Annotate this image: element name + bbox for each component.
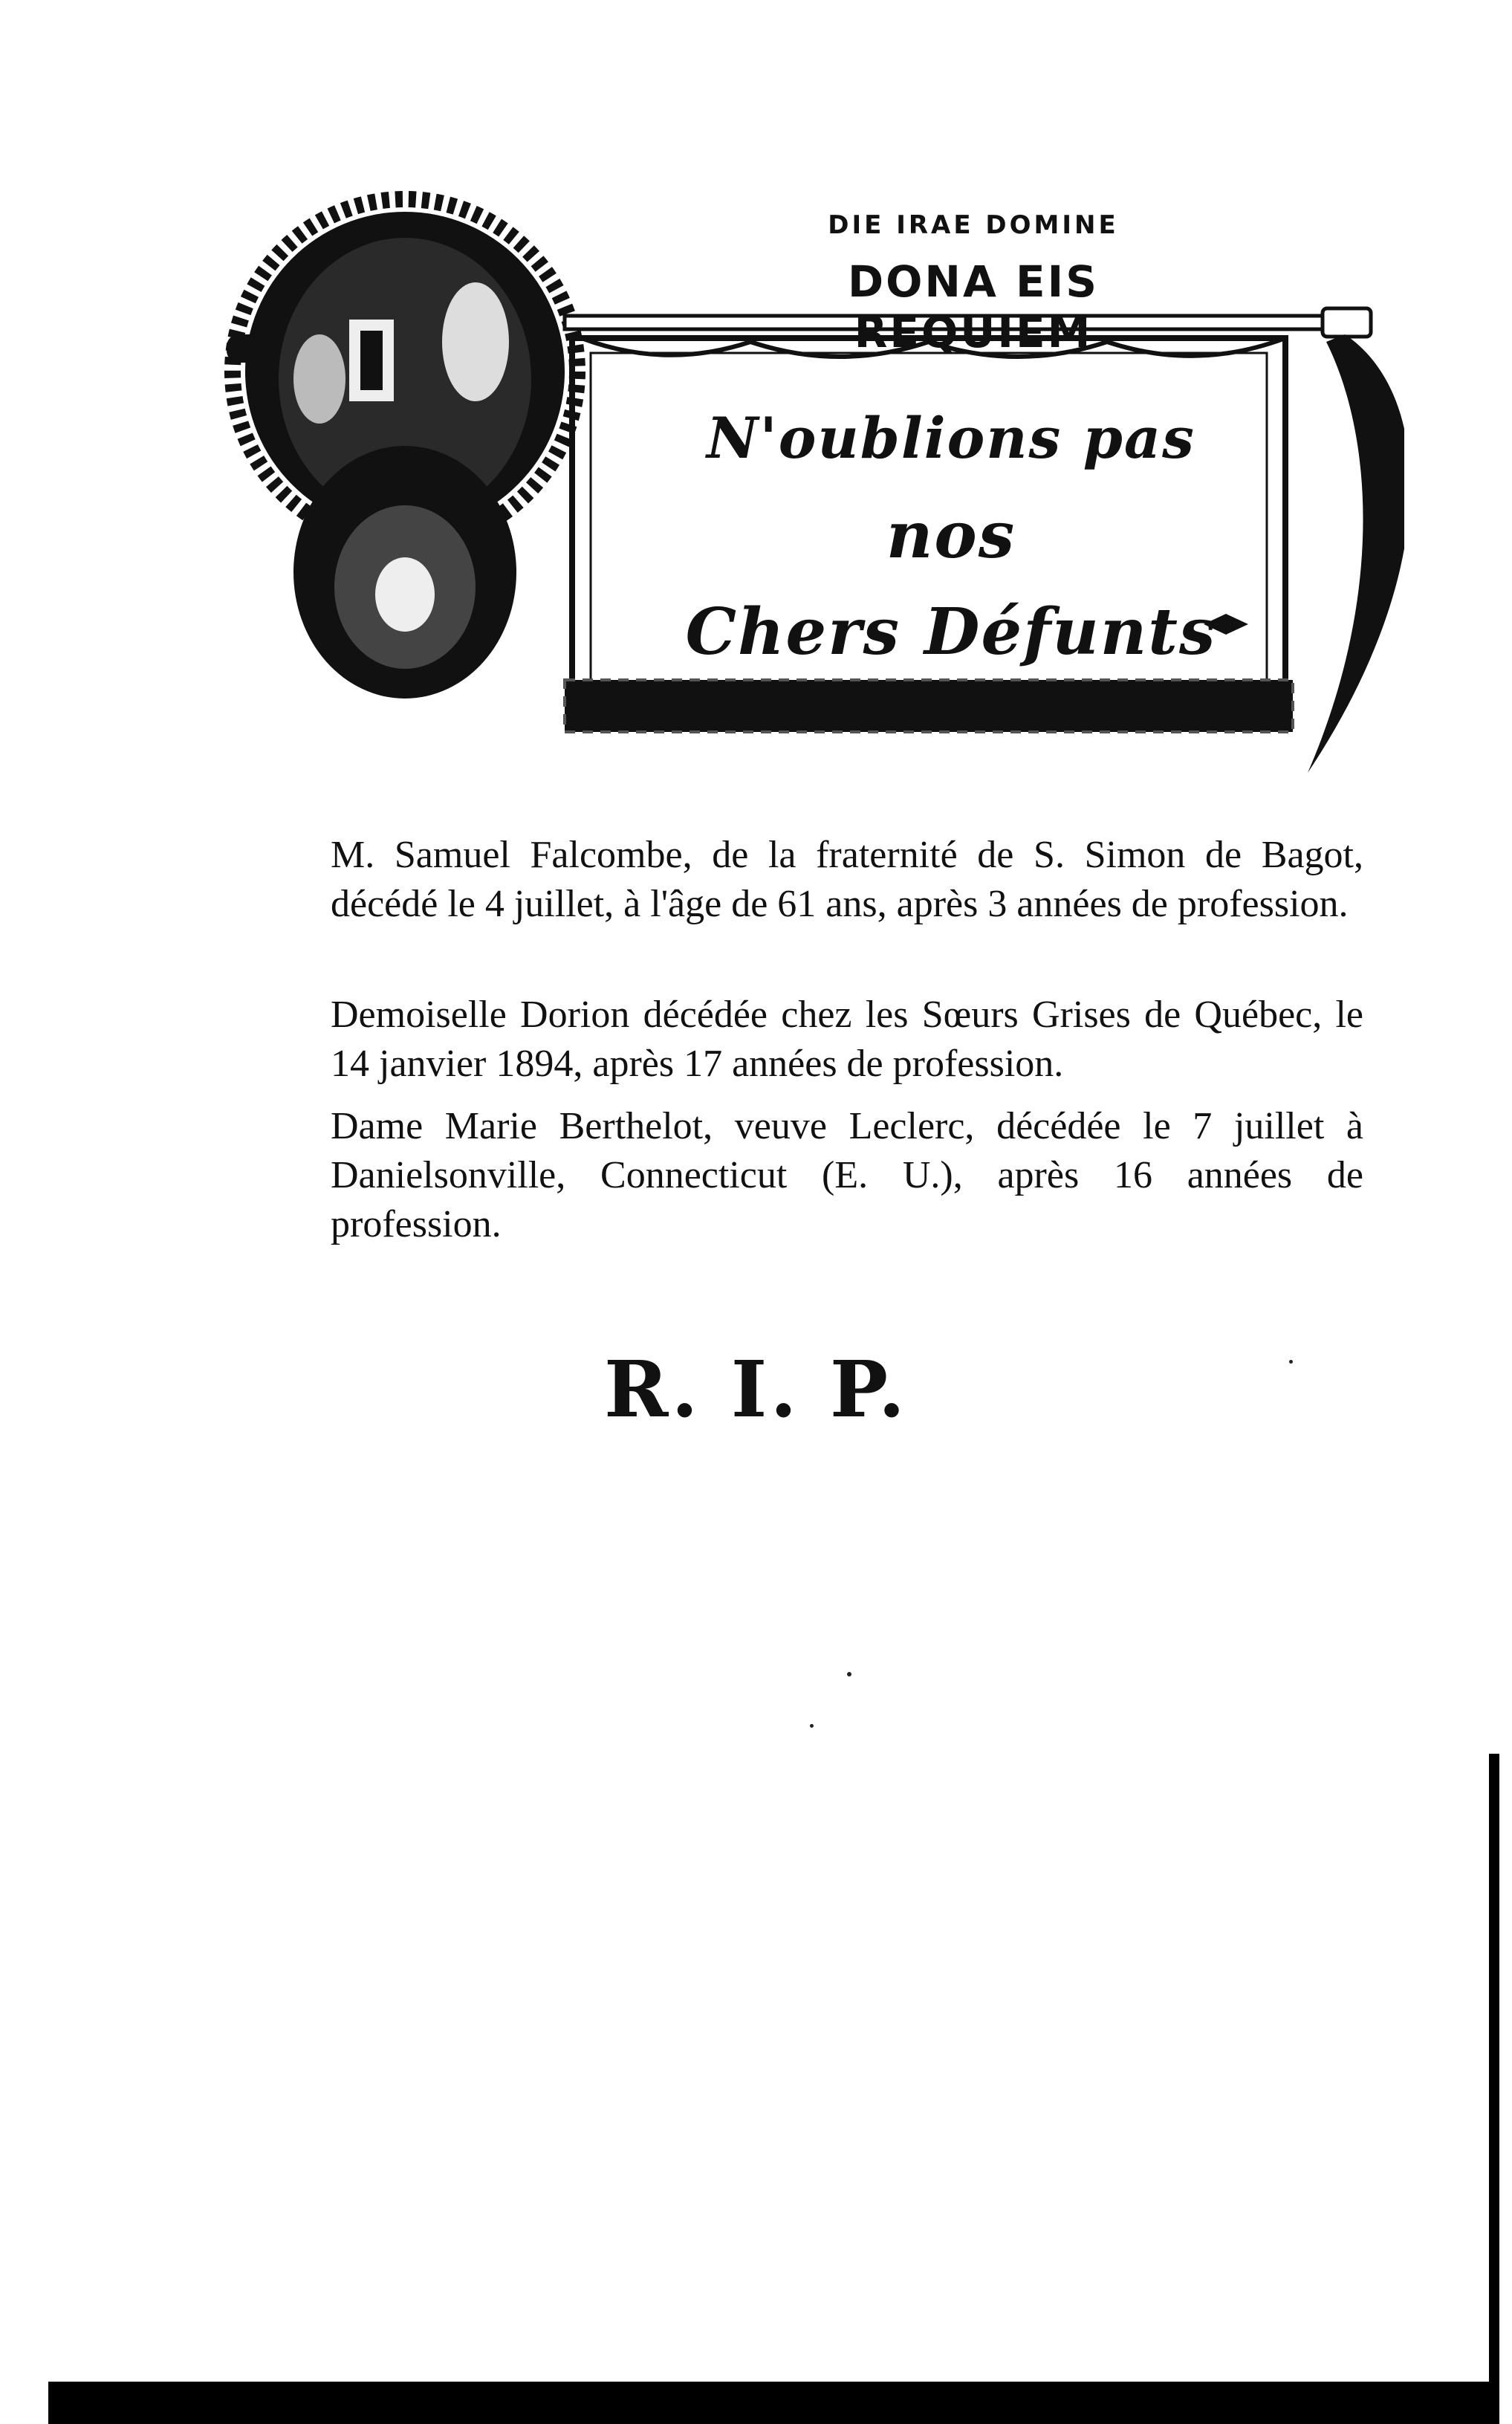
medallion-icon: [233, 199, 577, 699]
print-speck: [1289, 1360, 1293, 1364]
print-speck: [847, 1672, 851, 1676]
banner-title-line3: Chers Défunts: [685, 594, 1217, 670]
banner-header-line2: DONA EIS REQUIEM: [847, 256, 1100, 357]
banner-title-line1: N'oublions pas: [707, 405, 1195, 471]
banner-fringe: [565, 680, 1293, 732]
page-edge-bottom: [48, 2382, 1499, 2424]
print-speck: [810, 1724, 814, 1728]
scythe-blade: [1308, 334, 1404, 773]
obituary-entry: Dame Marie Berthelot, veuve Leclerc, décédée le 7 juillet à Danielsonville, Connecticut (E. U.), après 16 années de profession.: [331, 1105, 1363, 1245]
obituary-entry: Demoiselle Dorion décédée chez les Sœurs Grises de Québec, le 14 janvier 1894, après 17 années de profession.: [331, 994, 1363, 1085]
banner-title-line2: nos: [886, 498, 1016, 573]
page-edge-right: [1489, 1754, 1499, 2400]
obituary-entry: M. Samuel Falcombe, de la fraternité de S. Simon de Bagot, décédé le 4 juillet, à l'âge de 61 ans, après 3 années de profession.: [331, 834, 1363, 925]
rip-closing: R. I. P.: [603, 1344, 909, 1435]
banner-header-line1: DIE IRAE DOMINE: [828, 210, 1119, 240]
memorial-banner-illustration: [215, 156, 1404, 810]
